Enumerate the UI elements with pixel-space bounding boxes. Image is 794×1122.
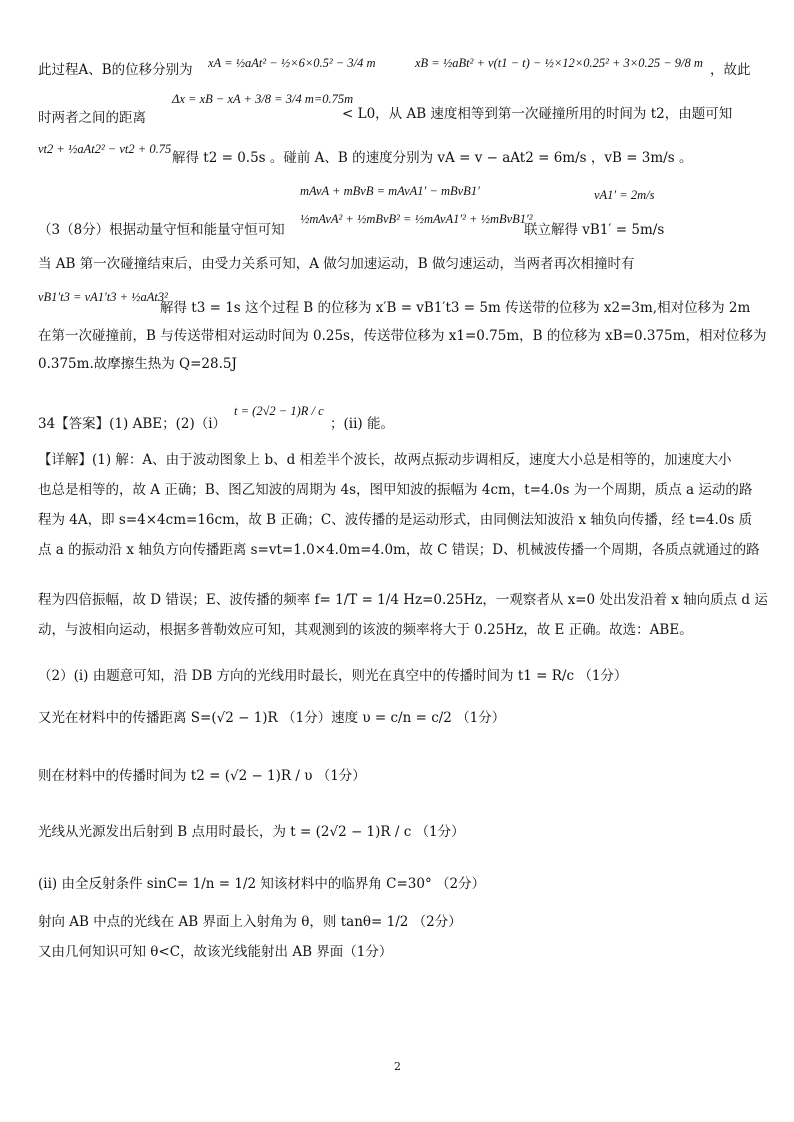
text-line: 时两者之间的距离 <box>38 110 146 126</box>
text-line: 0.375m.故摩擦生热为 Q=28.5J <box>38 356 237 372</box>
text-line: 点 a 的振动沿 x 轴负方向传播距离 s=vt=1.0×4.0m=4.0m，故 C 错误；D、机械波传播一个周期，各质点就通过的路 <box>38 542 760 558</box>
equation: vB1′t3 = vA1′t3 + ½aAt3² <box>38 290 168 304</box>
equation: vA1′ = 2m/s <box>594 188 655 202</box>
equation: vt2 + ½aAt2² − vt2 + 0.75 <box>38 142 172 156</box>
page-number: 2 <box>394 1060 401 1073</box>
text-line: 光线从光源发出后射到 B 点用时最长，为 t = (2√2 − 1)R / c （1分） <box>38 824 465 840</box>
text-line: 程为四倍振幅，故 D 错误；E、波传播的频率 f= 1/T = 1/4 Hz=0.25Hz，一观察者从 x=0 处出发沿着 x 轴向质点 d 运 <box>38 592 768 608</box>
equation: ½mAvA² + ½mBvB² = ½mAvA1′² + ½mBvB1′² <box>300 212 533 226</box>
text-line: ；(ii) 能。 <box>330 416 394 432</box>
text-line: (ii) 由全反射条件 sinC= 1/n = 1/2 知该材料中的临界角 C=30° （2分） <box>38 876 486 892</box>
text-line: 则在材料中的传播时间为 t2 = (√2 − 1)R / υ （1分） <box>38 768 366 784</box>
text-line: 【详解】(1) 解：A、由于波动图象上 b、d 相差半个波长，故两点振动步调相反，速度大小总是相等的，加速度大小 <box>38 452 732 468</box>
text-line: < L0，从 AB 速度相等到第一次碰撞所用的时间为 t2，由题可知 <box>342 106 733 122</box>
text-line: 也总是相等的，故 A 正确；B、图乙知波的周期为 4s，图甲知波的振幅为 4cm，t=4.0s 为一个周期，质点 a 运动的路 <box>38 482 753 498</box>
text-line: 解得 t3 = 1s 这个过程 B 的位移为 x′B = vB1′t3 = 5m 传送带的位移为 x2=3m,相对位移为 2m <box>160 300 751 316</box>
equation: t = (2√2 − 1)R / c <box>234 404 324 418</box>
text-line: 动，与波相向运动，根据多普勒效应可知，其观测到的该波的频率将大于 0.25Hz，故 E 正确。故选：ABE。 <box>38 622 693 638</box>
text-line: 在第一次碰撞前，B 与传送带相对运动时间为 0.25s，传送带位移为 x1=0.75m，B 的位移为 xB=0.375m，相对位移为 <box>38 328 767 344</box>
text-line: 程为 4A，即 s=4×4cm=16cm，故 B 正确；C、波传播的是运动形式，由同侧法知波沿 x 轴负向传播，经 t=4.0s 质 <box>38 512 753 528</box>
text-line: 解得 t2 = 0.5s 。碰前 A、B 的速度分别为 vA = v − aAt2 = 6m/s ，vB = 3m/s 。 <box>172 150 693 166</box>
answer-line: 34【答案】(1) ABE；(2)（i） <box>38 416 227 432</box>
equation: xA = ½aAt² − ½×6×0.5² − 3/4 m <box>208 56 376 70</box>
equation: xB = ½aBt² + v(t1 − t) − ½×12×0.25² + 3×0.25 − 9/8 m <box>415 56 703 70</box>
text-line: 此过程A、B的位移分别为 <box>38 62 193 78</box>
text-line: 当 AB 第一次碰撞结束后，由受力关系可知，A 做匀加速运动，B 做匀速运动，当两者再次相撞时有 <box>38 256 635 272</box>
text-line: 射向 AB 中点的光线在 AB 界面上入射角为 θ，则 tanθ= 1/2 （2分） <box>38 914 462 930</box>
text-line: 又光在材料中的传播距离 S=(√2 − 1)R （1分）速度 υ = c/n = c/2 （1分） <box>38 710 506 726</box>
text-line: ，故此 <box>710 62 751 78</box>
text-line: 联立解得 vB1′ = 5m/s <box>524 222 665 238</box>
equation: Δx = xB − xA + 3/8 = 3/4 m=0.75m <box>172 92 354 106</box>
text-line: （3（8分）根据动量守恒和能量守恒可知 <box>38 222 285 238</box>
text-line: 又由几何知识可知 θ<C，故该光线能射出 AB 界面（1分） <box>38 944 393 960</box>
text-line: （2）(i) 由题意可知，沿 DB 方向的光线用时最长，则光在真空中的传播时间为 t1 = R/c （1分） <box>38 668 628 684</box>
equation: mAvA + mBvB = mAvA1′ − mBvB1′ <box>300 184 480 198</box>
